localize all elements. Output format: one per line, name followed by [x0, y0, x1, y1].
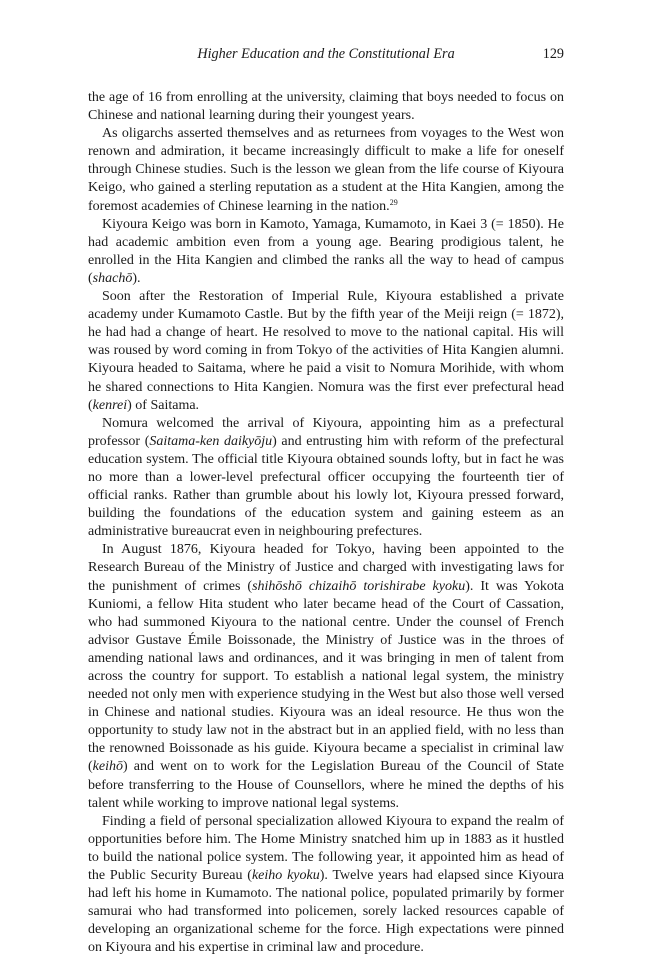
text-run: ) of Saitama.	[127, 397, 200, 413]
text-run: ). It was Yokota Kuniomi, a fellow Hita student who later became head of the Court of Cassation, who had summoned Kiyoura to the national centre. Under the counsel of French advisor Gustave Émile Boissonade, the Ministry of Justice was in the throes of amending national laws and ordinances, and it was bringing in men of talent from across the country for support. To establish a national legal system, the ministry needed not only men with experience studying in the West but also those well versed in Chinese and national studies. Kiyoura was an ideal resource. He thus won the opportunity to study law not in the abstract but in an applied field, with no less than the renowned Boissonade as his guide. Kiyoura became a specialist in criminal law (	[88, 578, 564, 775]
italic-term: keihō	[92, 759, 123, 775]
text-run: ).	[132, 270, 141, 286]
text-run: Soon after the Restoration of Imperial Rule, Kiyoura established a private academy under Kumamoto Castle. But by the fifth year of the Meiji reign (= 1872), he had had a change of heart. He resolved to move to the national capital. His will was roused by word coming in from Tokyo of the activities of Hita Kangien alumni. Kiyoura headed to Saitama, where he paid a visit to Nomura Morihide, with whom he shared connections to Hita Kangien. Nomura was the first ever prefectural head (	[88, 289, 564, 413]
text-run: As oligarchs asserted themselves and as returnees from voyages to the West won renown and admiration, it became increasingly difficult to make a life for oneself through Chinese studies. Such is the lesson we glean from the life course of Kiyoura Keigo, who gained a sterling reputation as a student at the Hita Kangien, among the foremost academies of Chinese learning in the nation.	[88, 126, 564, 214]
running-title: Higher Education and the Constitutional Era	[197, 46, 455, 62]
italic-term: shihōshō chizaihō torishirabe kyoku	[252, 578, 466, 594]
text-run: ). Twelve years had elapsed since Kiyoura had left his home in Kumamoto. The national police, populated primarily by former samurai who had transformed into policemen, sorely lacked resources capable of developing an organizational scheme for the force. High expectations were pinned on Kiyoura and his expertise in criminal law and procedure.	[88, 868, 564, 956]
paragraph	[88, 216, 564, 288]
paragraph	[88, 89, 564, 125]
body-text	[88, 89, 564, 958]
paragraph	[88, 813, 564, 958]
paragraph	[88, 415, 564, 542]
italic-term: shachō	[92, 270, 133, 286]
page-number: 129	[542, 46, 564, 62]
text-run: ) and entrusting him with reform of the prefectural education system. The official title Kiyoura obtained sounds lofty, but in fact he was no more than a lower-level prefectural officer occupying the fourteenth tier of official ranks. Rather than grumble about his lowly lot, Kiyoura pressed forward, building the foundations of the education system and gaining esteem as an administrative bureaucrat even in neighbouring prefectures.	[88, 433, 565, 540]
italic-term: Saitama-ken daikyōju	[149, 433, 273, 449]
text-run: ) and went on to work for the Legislation Bureau of the Council of State before transferring to the House of Counsellors, where he mined the depths of his talent while working to improve national legal systems.	[88, 759, 564, 811]
text-run: the age of 16 from enrolling at the university, claiming that boys needed to focus on Chinese and national learning during their youngest years.	[88, 90, 564, 124]
italic-term: keiho kyoku	[251, 868, 320, 884]
text-run: Nomura welcomed the arrival of Kiyoura, appointing him as a prefectural professor (	[88, 415, 564, 449]
page-header	[88, 44, 564, 64]
footnote-marker: 29	[389, 197, 398, 207]
paragraph	[88, 541, 564, 812]
italic-term: kenrei	[92, 397, 128, 413]
paragraph	[88, 125, 564, 215]
text-run: Finding a field of personal specialization allowed Kiyoura to expand the realm of opportunities before him. The Home Ministry snatched him up in 1883 as it hustled to build the national police system. The following year, it appointed him as head of the Public Security Bureau (	[88, 813, 564, 884]
text-run: In August 1876, Kiyoura headed for Tokyo, having been appointed to the Research Bureau of the Ministry of Justice and charged with investigating laws for the punishment of crimes (	[88, 542, 564, 594]
text-run: Kiyoura Keigo was born in Kamoto, Yamaga, Kumamoto, in Kaei 3 (= 1850). He had academic ambition even from a young age. Bearing prodigious talent, he enrolled in the Hita Kangien and climbed the ranks all the way to head of campus (	[88, 216, 564, 286]
paragraph	[88, 288, 564, 415]
